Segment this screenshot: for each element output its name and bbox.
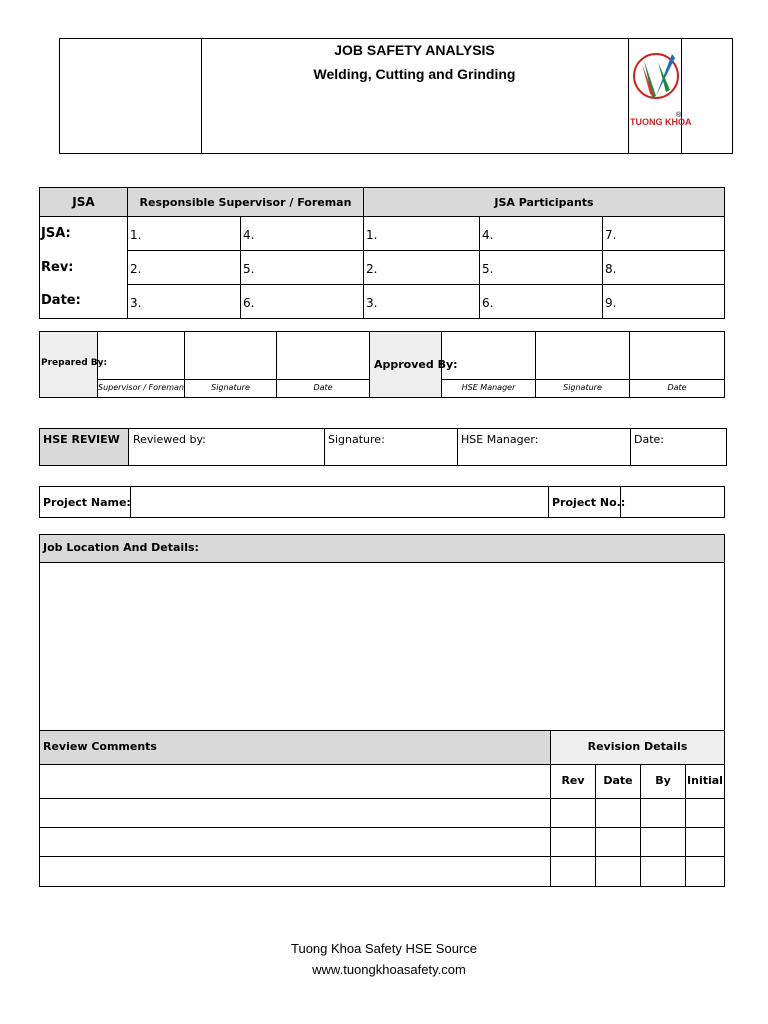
hse-divider [457, 428, 458, 466]
supervisor-number: 2. [130, 262, 142, 276]
participant-cell[interactable] [602, 250, 725, 285]
approved-manager-field[interactable] [441, 331, 536, 380]
participant-number: 4. [482, 228, 494, 242]
jsa-row-label: JSA: [41, 226, 71, 241]
date-row-label: Date: [41, 293, 81, 308]
approved-date-field[interactable] [629, 331, 725, 380]
prepared-caption-date: Date [313, 383, 333, 392]
review-comment-cell[interactable] [39, 798, 551, 828]
participant-cell[interactable] [479, 250, 603, 285]
hse-review-label: HSE REVIEW [43, 433, 120, 446]
supervisor-number: 6. [243, 296, 255, 310]
approved-caption-manager: HSE Manager [461, 383, 516, 392]
participant-cell[interactable] [363, 216, 480, 251]
supervisor-cell[interactable] [240, 250, 364, 285]
supervisor-cell[interactable] [127, 216, 241, 251]
supervisor-number: 3. [130, 296, 142, 310]
supervisor-number: 1. [130, 228, 142, 242]
revision-cell[interactable] [595, 827, 641, 857]
participant-number: 8. [605, 262, 617, 276]
header-logo-divider [681, 38, 682, 154]
revision-cell[interactable] [550, 856, 596, 887]
participant-number: 3. [366, 296, 378, 310]
supervisor-cell[interactable] [240, 284, 364, 319]
prepared-caption-supervisor: Supervisor / Foreman [98, 383, 184, 392]
project-no-label: Project No.: [552, 496, 626, 509]
hse-manager-field[interactable]: HSE Manager: [461, 433, 539, 446]
participant-number: 1. [366, 228, 378, 242]
revision-col-by: By [655, 774, 671, 787]
header-right-divider [628, 38, 629, 154]
hse-divider [324, 428, 325, 466]
revision-cell[interactable] [550, 798, 596, 828]
participant-number: 2. [366, 262, 378, 276]
project-name-field[interactable] [131, 487, 548, 517]
review-comments-label: Review Comments [43, 740, 157, 753]
participant-number: 7. [605, 228, 617, 242]
jsa-header-label: JSA [72, 195, 95, 209]
participant-cell[interactable] [363, 284, 480, 319]
revision-cell[interactable] [595, 798, 641, 828]
revision-cell[interactable] [640, 856, 686, 887]
supervisor-cell[interactable] [127, 284, 241, 319]
review-comment-cell[interactable] [39, 764, 551, 799]
revision-cell[interactable] [640, 827, 686, 857]
supervisor-number: 5. [243, 262, 255, 276]
prepared-date-field[interactable] [276, 331, 370, 380]
rev-row-label: Rev: [41, 260, 74, 275]
participant-cell[interactable] [479, 284, 603, 319]
project-no-field[interactable] [621, 487, 724, 517]
job-location-label: Job Location And Details: [43, 541, 199, 554]
approved-by-label: Approved By: [374, 358, 458, 371]
supervisor-cell[interactable] [240, 216, 364, 251]
supervisor-header-label: Responsible Supervisor / Foreman [139, 196, 352, 209]
supervisor-cell[interactable] [127, 250, 241, 285]
revision-cell[interactable] [595, 856, 641, 887]
revision-details-label: Revision Details [587, 740, 688, 753]
job-location-details-area[interactable] [39, 562, 725, 731]
participant-cell[interactable] [602, 284, 725, 319]
revision-cell[interactable] [685, 856, 725, 887]
review-comment-cell[interactable] [39, 856, 551, 887]
project-name-label: Project Name: [43, 496, 131, 509]
revision-col-initial: Initial [687, 774, 723, 787]
participant-number: 6. [482, 296, 494, 310]
participants-header-label: JSA Participants [494, 196, 594, 209]
participant-cell[interactable] [479, 216, 603, 251]
hse-date-field[interactable]: Date: [634, 433, 664, 446]
logo-registered-mark: ® [676, 112, 682, 119]
page-subtitle: Welding, Cutting and Grinding [313, 66, 516, 82]
revision-cell[interactable] [685, 798, 725, 828]
project-divider [548, 486, 549, 518]
hse-divider [630, 428, 631, 466]
footer-website-link[interactable]: www.tuongkhoasafety.com [312, 962, 466, 977]
approved-signature-field[interactable] [535, 331, 630, 380]
prepared-caption-signature: Signature [211, 383, 250, 392]
supervisor-number: 4. [243, 228, 255, 242]
footer-source: Tuong Khoa Safety HSE Source [291, 941, 477, 956]
revision-cell[interactable] [550, 827, 596, 857]
approved-caption-signature: Signature [563, 383, 602, 392]
review-comment-cell[interactable] [39, 827, 551, 857]
participant-number: 9. [605, 296, 617, 310]
page-title: JOB SAFETY ANALYSIS [334, 42, 495, 58]
revision-cell[interactable] [640, 798, 686, 828]
prepared-by-label: Prepared By: [41, 358, 108, 368]
logo-text: TUONG KHOA [630, 117, 692, 127]
revision-cell[interactable] [685, 827, 725, 857]
approved-caption-date: Date [667, 383, 687, 392]
logo-mark-icon [632, 40, 680, 128]
prepared-signature-field[interactable] [184, 331, 277, 380]
participant-cell[interactable] [602, 216, 725, 251]
participant-cell[interactable] [363, 250, 480, 285]
revision-col-rev: Rev [561, 774, 585, 787]
participant-number: 5. [482, 262, 494, 276]
revision-col-date: Date [603, 774, 633, 787]
hse-reviewed-by-field[interactable]: Reviewed by: [133, 433, 206, 446]
hse-signature-field[interactable]: Signature: [328, 433, 385, 446]
prepared-supervisor-field[interactable] [97, 331, 185, 380]
